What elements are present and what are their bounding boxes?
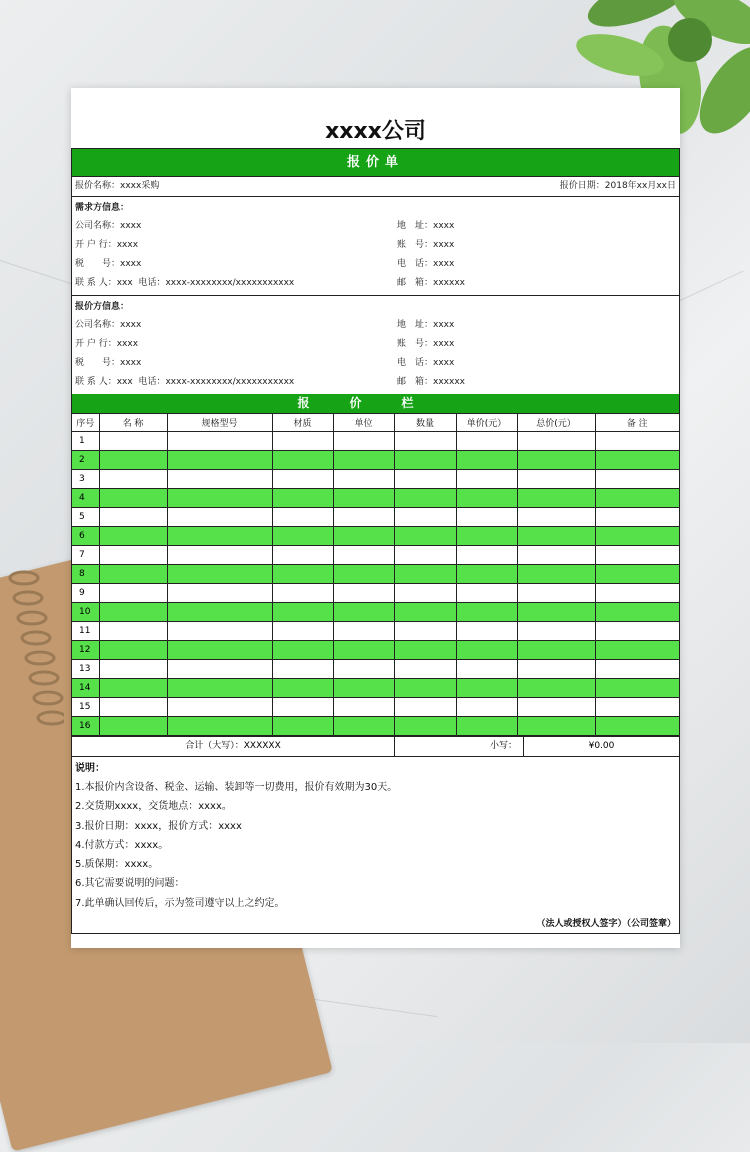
table-cell[interactable] bbox=[99, 527, 167, 546]
table-row bbox=[72, 470, 679, 489]
quote-table-bar: 报价栏 bbox=[72, 394, 679, 414]
table-cell[interactable] bbox=[595, 565, 679, 584]
seller-row-company: 公司名称：xxxx 地 址：xxxx bbox=[75, 320, 455, 330]
table-cell[interactable] bbox=[272, 679, 333, 698]
table-cell[interactable] bbox=[333, 717, 394, 736]
table-row bbox=[72, 451, 679, 470]
row-index-cell[interactable]: 16 bbox=[72, 717, 99, 736]
table-row bbox=[72, 622, 679, 641]
notebook-spiral-decoration bbox=[4, 568, 64, 758]
table-cell[interactable] bbox=[394, 565, 456, 584]
table-cell[interactable] bbox=[167, 584, 272, 603]
row-index-cell[interactable]: 8 bbox=[72, 565, 99, 584]
table-cell[interactable] bbox=[456, 622, 517, 641]
table-cell[interactable] bbox=[333, 660, 394, 679]
table-row bbox=[72, 527, 679, 546]
quote-meta-row bbox=[72, 177, 679, 197]
quote-name: 报价名称：xxxx采购 bbox=[75, 181, 160, 191]
table-cell[interactable] bbox=[99, 622, 167, 641]
table-cell[interactable] bbox=[394, 546, 456, 565]
table-cell[interactable] bbox=[167, 508, 272, 527]
table-cell[interactable] bbox=[333, 451, 394, 470]
table-header-cell: 备 注 bbox=[595, 414, 679, 432]
table-cell[interactable] bbox=[272, 641, 333, 660]
table-row bbox=[72, 660, 679, 679]
buyer-row-company: 公司名称：xxxx 地 址：xxxx bbox=[75, 221, 455, 231]
table-cell[interactable] bbox=[394, 660, 456, 679]
row-index-cell[interactable]: 11 bbox=[72, 622, 99, 641]
table-cell[interactable] bbox=[595, 584, 679, 603]
note-line: 1.本报价内含设备、税金、运输、装卸等一切费用，报价有效期为30天。 bbox=[75, 782, 398, 793]
table-cell[interactable] bbox=[595, 603, 679, 622]
table-cell[interactable] bbox=[167, 565, 272, 584]
table-row bbox=[72, 508, 679, 527]
notes-section bbox=[72, 757, 679, 933]
table-cell[interactable] bbox=[394, 698, 456, 717]
table-cell[interactable] bbox=[595, 508, 679, 527]
table-cell[interactable] bbox=[517, 622, 595, 641]
table-row bbox=[72, 717, 679, 736]
table-cell[interactable] bbox=[272, 470, 333, 489]
table-cell[interactable] bbox=[517, 603, 595, 622]
note-line: 5.质保期：xxxx。 bbox=[75, 859, 159, 871]
row-index-cell[interactable]: 6 bbox=[72, 527, 99, 546]
row-index-cell[interactable]: 1 bbox=[72, 432, 99, 451]
table-cell[interactable] bbox=[167, 679, 272, 698]
table-cell[interactable] bbox=[517, 451, 595, 470]
buyer-row-bank: 开 户 行：xxxx 账 号：xxxx bbox=[75, 240, 455, 250]
table-cell[interactable] bbox=[456, 660, 517, 679]
table-cell[interactable] bbox=[394, 641, 456, 660]
table-header-row bbox=[72, 414, 679, 432]
table-cell[interactable] bbox=[272, 660, 333, 679]
row-index-cell[interactable]: 12 bbox=[72, 641, 99, 660]
table-cell[interactable] bbox=[99, 717, 167, 736]
row-index-cell[interactable]: 2 bbox=[72, 451, 99, 470]
table-header-cell: 单价(元） bbox=[456, 414, 517, 432]
table-cell[interactable] bbox=[167, 698, 272, 717]
note-line: 7.此单确认回传后，示为签司遵守以上之约定。 bbox=[75, 897, 285, 909]
table-row bbox=[72, 565, 679, 584]
table-header-cell: 序号 bbox=[72, 414, 99, 432]
table-cell[interactable] bbox=[272, 565, 333, 584]
signature-line: （法人或授权人签字）（公司签章） bbox=[536, 919, 676, 930]
table-cell[interactable] bbox=[394, 432, 456, 451]
table-cell[interactable] bbox=[167, 432, 272, 451]
table-header-cell: 单位 bbox=[333, 414, 394, 432]
buyer-row-contact: 联 系 人：xxx 电话：xxxx-xxxxxxxx/xxxxxxxxxxx 邮 箱：xxxxxx bbox=[75, 278, 465, 288]
table-cell[interactable] bbox=[517, 489, 595, 508]
row-index-cell[interactable]: 14 bbox=[72, 679, 99, 698]
table-cell[interactable] bbox=[167, 527, 272, 546]
seller-row-bank: 开 户 行：xxxx 账 号：xxxx bbox=[75, 339, 455, 349]
table-cell[interactable] bbox=[333, 546, 394, 565]
table-header-cell: 规格型号 bbox=[167, 414, 272, 432]
table-cell[interactable] bbox=[456, 489, 517, 508]
table-cell[interactable] bbox=[99, 546, 167, 565]
table-cell[interactable] bbox=[99, 508, 167, 527]
table-body bbox=[72, 432, 679, 736]
table-cell[interactable] bbox=[394, 679, 456, 698]
table-row bbox=[72, 641, 679, 660]
table-cell[interactable] bbox=[517, 508, 595, 527]
seller-info-heading: 报价方信息： bbox=[75, 302, 130, 312]
table-cell[interactable] bbox=[99, 584, 167, 603]
row-index-cell[interactable]: 15 bbox=[72, 698, 99, 717]
table-cell[interactable] bbox=[394, 489, 456, 508]
table-cell[interactable] bbox=[394, 508, 456, 527]
seller-info-section bbox=[72, 296, 679, 394]
table-cell[interactable] bbox=[456, 565, 517, 584]
table-cell[interactable] bbox=[517, 565, 595, 584]
table-cell[interactable] bbox=[595, 679, 679, 698]
table-cell[interactable] bbox=[517, 660, 595, 679]
table-cell[interactable] bbox=[517, 546, 595, 565]
table-cell[interactable] bbox=[99, 489, 167, 508]
table-cell[interactable] bbox=[99, 679, 167, 698]
table-cell[interactable] bbox=[394, 451, 456, 470]
row-index-cell[interactable]: 9 bbox=[72, 584, 99, 603]
table-cell[interactable] bbox=[456, 432, 517, 451]
table-cell[interactable] bbox=[595, 489, 679, 508]
table-header-cell: 名 称 bbox=[99, 414, 167, 432]
table-cell[interactable] bbox=[333, 641, 394, 660]
total-row bbox=[72, 736, 679, 757]
table-cell[interactable] bbox=[272, 508, 333, 527]
table-header-cell: 数量 bbox=[394, 414, 456, 432]
table-cell[interactable] bbox=[456, 451, 517, 470]
quote-title-bar: 报价单 bbox=[72, 149, 679, 177]
table-cell[interactable] bbox=[272, 489, 333, 508]
table-cell[interactable] bbox=[456, 508, 517, 527]
table-cell[interactable] bbox=[595, 470, 679, 489]
table-cell[interactable] bbox=[595, 698, 679, 717]
table-cell[interactable] bbox=[167, 622, 272, 641]
table-header-cell: 材质 bbox=[272, 414, 333, 432]
table-cell[interactable] bbox=[595, 451, 679, 470]
table-cell[interactable] bbox=[99, 698, 167, 717]
table-cell[interactable] bbox=[456, 717, 517, 736]
quotation-form bbox=[71, 148, 680, 934]
table-cell[interactable] bbox=[517, 641, 595, 660]
table-cell[interactable] bbox=[272, 584, 333, 603]
table-row bbox=[72, 546, 679, 565]
row-index-cell[interactable]: 4 bbox=[72, 489, 99, 508]
table-cell[interactable] bbox=[394, 527, 456, 546]
table-cell[interactable] bbox=[595, 527, 679, 546]
row-index-cell[interactable]: 13 bbox=[72, 660, 99, 679]
table-cell[interactable] bbox=[456, 527, 517, 546]
note-line: 6.其它需要说明的问题： bbox=[75, 878, 185, 890]
table-cell[interactable] bbox=[333, 432, 394, 451]
note-line: 2.交货期xxxx，交货地点：xxxx。 bbox=[75, 801, 232, 813]
table-cell[interactable] bbox=[167, 546, 272, 565]
table-cell[interactable] bbox=[167, 603, 272, 622]
table-cell[interactable] bbox=[99, 660, 167, 679]
table-cell[interactable] bbox=[333, 470, 394, 489]
table-cell[interactable] bbox=[595, 432, 679, 451]
table-cell[interactable] bbox=[99, 451, 167, 470]
table-cell[interactable] bbox=[99, 470, 167, 489]
table-cell[interactable] bbox=[333, 584, 394, 603]
table-cell[interactable] bbox=[99, 432, 167, 451]
table-cell[interactable] bbox=[595, 546, 679, 565]
total-lowercase-label: 小写： bbox=[395, 737, 524, 756]
table-cell[interactable] bbox=[272, 622, 333, 641]
table-cell[interactable] bbox=[394, 470, 456, 489]
row-index-cell[interactable]: 5 bbox=[72, 508, 99, 527]
table-cell[interactable] bbox=[595, 717, 679, 736]
table-cell[interactable] bbox=[517, 679, 595, 698]
table-cell[interactable] bbox=[167, 717, 272, 736]
table-cell[interactable] bbox=[333, 508, 394, 527]
table-cell[interactable] bbox=[595, 660, 679, 679]
table-row bbox=[72, 603, 679, 622]
seller-row-tax: 税 号：xxxx 电 话：xxxx bbox=[75, 358, 455, 368]
table-cell[interactable] bbox=[272, 603, 333, 622]
table-cell[interactable] bbox=[333, 603, 394, 622]
table-cell[interactable] bbox=[272, 698, 333, 717]
table-header-cell: 总价(元） bbox=[517, 414, 595, 432]
table-cell[interactable] bbox=[333, 698, 394, 717]
table-cell[interactable] bbox=[456, 470, 517, 489]
table-cell[interactable] bbox=[595, 622, 679, 641]
seller-row-contact: 联 系 人：xxx 电话：xxxx-xxxxxxxx/xxxxxxxxxxx 邮 箱：xxxxxx bbox=[75, 377, 465, 387]
table-row bbox=[72, 584, 679, 603]
table-cell[interactable] bbox=[517, 584, 595, 603]
buyer-info-heading: 需求方信息： bbox=[75, 203, 130, 213]
table-cell[interactable] bbox=[333, 489, 394, 508]
table-cell[interactable] bbox=[517, 527, 595, 546]
note-line: 3.报价日期：xxxx，报价方式：xxxx bbox=[75, 820, 242, 832]
table-cell[interactable] bbox=[456, 603, 517, 622]
table-row bbox=[72, 432, 679, 451]
quote-table bbox=[72, 414, 679, 736]
table-cell[interactable] bbox=[517, 470, 595, 489]
table-cell[interactable] bbox=[99, 641, 167, 660]
quotation-sheet bbox=[71, 88, 680, 948]
table-cell[interactable] bbox=[167, 489, 272, 508]
table-cell[interactable] bbox=[595, 641, 679, 660]
table-cell[interactable] bbox=[272, 527, 333, 546]
table-cell[interactable] bbox=[333, 527, 394, 546]
notes-heading: 说明： bbox=[75, 763, 105, 774]
table-cell[interactable] bbox=[99, 565, 167, 584]
table-cell[interactable] bbox=[456, 546, 517, 565]
table-row bbox=[72, 698, 679, 717]
table-cell[interactable] bbox=[394, 717, 456, 736]
table-cell[interactable] bbox=[394, 622, 456, 641]
quote-date: 报价日期：2018年xx月xx日 bbox=[559, 181, 676, 191]
table-cell[interactable] bbox=[167, 641, 272, 660]
table-cell[interactable] bbox=[517, 698, 595, 717]
buyer-info-section bbox=[72, 197, 679, 296]
table-cell[interactable] bbox=[456, 584, 517, 603]
company-title: xxxx公司 bbox=[325, 119, 426, 144]
table-cell[interactable] bbox=[272, 432, 333, 451]
total-uppercase: 合计（大写）：XXXXXX bbox=[72, 737, 395, 756]
row-index-cell[interactable]: 10 bbox=[72, 603, 99, 622]
table-cell[interactable] bbox=[394, 603, 456, 622]
buyer-row-tax: 税 号：xxxx 电 话：xxxx bbox=[75, 259, 455, 269]
marble-vein bbox=[0, 260, 76, 286]
table-cell[interactable] bbox=[456, 698, 517, 717]
note-line: 4.付款方式：xxxx。 bbox=[75, 839, 169, 851]
row-index-cell[interactable]: 3 bbox=[72, 470, 99, 489]
table-cell[interactable] bbox=[167, 451, 272, 470]
table-cell[interactable] bbox=[517, 717, 595, 736]
table-row bbox=[72, 679, 679, 698]
table-cell[interactable] bbox=[333, 622, 394, 641]
table-cell[interactable] bbox=[167, 470, 272, 489]
table-cell[interactable] bbox=[99, 603, 167, 622]
table-cell[interactable] bbox=[333, 679, 394, 698]
table-cell[interactable] bbox=[272, 451, 333, 470]
table-cell[interactable] bbox=[394, 584, 456, 603]
table-cell[interactable] bbox=[333, 565, 394, 584]
total-lowercase-value: ¥0.00 bbox=[588, 741, 615, 751]
table-cell[interactable] bbox=[272, 717, 333, 736]
marble-vein bbox=[680, 270, 744, 300]
table-cell[interactable] bbox=[167, 660, 272, 679]
table-cell[interactable] bbox=[456, 641, 517, 660]
table-cell[interactable] bbox=[272, 546, 333, 565]
table-row bbox=[72, 489, 679, 508]
table-cell[interactable] bbox=[517, 432, 595, 451]
table-cell[interactable] bbox=[456, 679, 517, 698]
row-index-cell[interactable]: 7 bbox=[72, 546, 99, 565]
